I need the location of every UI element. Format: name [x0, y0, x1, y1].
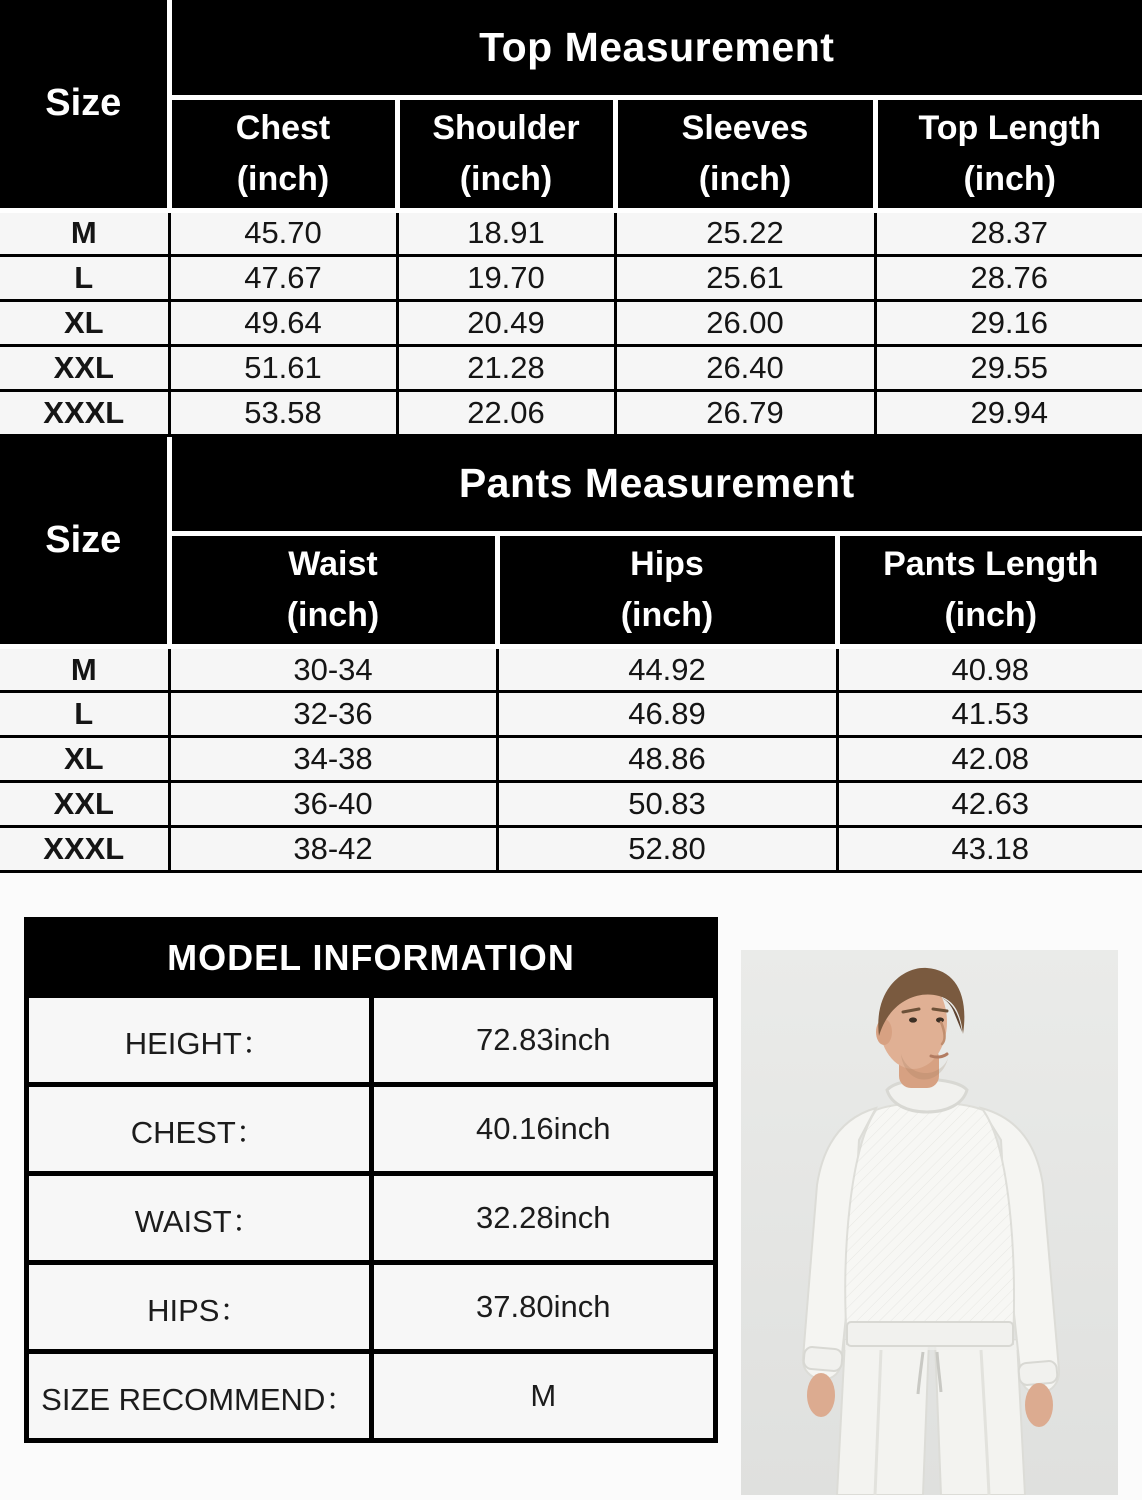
column-header-pants-length [837, 534, 1142, 647]
size-cell: XXL [0, 345, 169, 390]
measurement-cell: 53.58 [169, 390, 397, 435]
measurement-cell: 26.40 [615, 345, 875, 390]
table-row [0, 647, 1142, 692]
size-cell: M [0, 647, 169, 692]
table-row [27, 1263, 716, 1352]
top-measurement-table [0, 0, 1142, 437]
measurement-cell: 36-40 [169, 782, 497, 827]
measurement-cell: 28.37 [875, 210, 1142, 255]
measurement-cell: 26.00 [615, 300, 875, 345]
measurement-cell: 46.89 [497, 692, 837, 737]
column-unit: (inch) [963, 159, 1057, 198]
column-label: Shoulder [432, 108, 580, 147]
table-header-row [0, 437, 1142, 534]
column-label: Sleeves [681, 108, 809, 147]
measurement-cell: 22.06 [397, 390, 615, 435]
table-row [27, 1352, 716, 1441]
measurement-cell: 40.98 [837, 647, 1142, 692]
model-information-title: MODEL INFORMATION [27, 920, 716, 996]
model-info-value: 32.28inch [371, 1174, 716, 1263]
table-row [0, 692, 1142, 737]
table-header-row [27, 920, 716, 996]
measurement-cell: 42.08 [837, 737, 1142, 782]
table-row [0, 390, 1142, 435]
measurement-cell: 20.49 [397, 300, 615, 345]
table-header-row [0, 0, 1142, 97]
measurement-cell: 48.86 [497, 737, 837, 782]
model-photo [741, 950, 1118, 1495]
model-info-value: M [371, 1352, 716, 1441]
size-cell: XXL [0, 782, 169, 827]
column-label: Waist [288, 545, 378, 583]
table-row [0, 255, 1142, 300]
model-info-label: HEIGHT： [27, 996, 372, 1085]
measurement-cell: 29.55 [875, 345, 1142, 390]
table-row [0, 210, 1142, 255]
size-cell: XL [0, 737, 169, 782]
table-row [27, 1085, 716, 1174]
size-cell: M [0, 210, 169, 255]
measurement-cell: 19.70 [397, 255, 615, 300]
measurement-cell: 45.70 [169, 210, 397, 255]
size-cell: XXXL [0, 827, 169, 872]
column-label: Top Length [918, 108, 1102, 147]
pants-table-title: Pants Measurement [169, 437, 1142, 534]
measurement-cell: 38-42 [169, 827, 497, 872]
column-label: Pants Length [883, 545, 1099, 583]
model-info-value: 40.16inch [371, 1085, 716, 1174]
table-row [0, 782, 1142, 827]
column-header-sleeves [615, 97, 875, 210]
model-information-table [24, 917, 718, 1443]
column-label: Hips [630, 545, 704, 583]
measurement-cell: 41.53 [837, 692, 1142, 737]
column-unit: (inch) [698, 159, 792, 198]
model-info-label: HIPS： [27, 1263, 372, 1352]
measurement-cell: 25.22 [615, 210, 875, 255]
measurement-cell: 25.61 [615, 255, 875, 300]
measurement-cell: 32-36 [169, 692, 497, 737]
column-unit: (inch) [944, 596, 1038, 634]
measurement-cell: 28.76 [875, 255, 1142, 300]
column-unit: (inch) [459, 159, 553, 198]
table-row [0, 737, 1142, 782]
pants-size-header: Size [0, 437, 169, 647]
measurement-cell: 26.79 [615, 390, 875, 435]
measurement-cell: 21.28 [397, 345, 615, 390]
measurement-cell: 43.18 [837, 827, 1142, 872]
column-header-chest [169, 97, 397, 210]
model-info-value: 72.83inch [371, 996, 716, 1085]
model-info-label: WAIST： [27, 1174, 372, 1263]
column-unit: (inch) [286, 596, 380, 634]
column-header-waist [169, 534, 497, 647]
column-header-shoulder [397, 97, 615, 210]
model-info-label: CHEST： [27, 1085, 372, 1174]
column-header-top-length [875, 97, 1142, 210]
table-row [27, 996, 716, 1085]
top-table-title: Top Measurement [169, 0, 1142, 97]
table-row [27, 1174, 716, 1263]
top-size-header: Size [0, 0, 169, 210]
column-header-hips [497, 534, 837, 647]
size-cell: L [0, 255, 169, 300]
measurement-cell: 50.83 [497, 782, 837, 827]
measurement-cell: 47.67 [169, 255, 397, 300]
model-info-value: 37.80inch [371, 1263, 716, 1352]
table-row [0, 827, 1142, 872]
measurement-cell: 34-38 [169, 737, 497, 782]
size-cell: L [0, 692, 169, 737]
size-cell: XXXL [0, 390, 169, 435]
measurement-cell: 29.16 [875, 300, 1142, 345]
model-info-label: SIZE RECOMMEND： [27, 1352, 372, 1441]
column-label: Chest [235, 108, 331, 147]
measurement-cell: 30-34 [169, 647, 497, 692]
measurement-cell: 51.61 [169, 345, 397, 390]
table-subheader-row [0, 534, 1142, 647]
size-cell: XL [0, 300, 169, 345]
model-photo-illustration [741, 950, 1118, 1495]
column-unit: (inch) [236, 159, 330, 198]
column-unit: (inch) [620, 596, 714, 634]
table-row [0, 345, 1142, 390]
measurement-cell: 44.92 [497, 647, 837, 692]
measurement-cell: 29.94 [875, 390, 1142, 435]
measurement-cell: 18.91 [397, 210, 615, 255]
table-row [0, 300, 1142, 345]
table-subheader-row [0, 97, 1142, 210]
measurement-cell: 42.63 [837, 782, 1142, 827]
measurement-cell: 52.80 [497, 827, 837, 872]
measurement-cell: 49.64 [169, 300, 397, 345]
pants-measurement-table [0, 437, 1142, 874]
